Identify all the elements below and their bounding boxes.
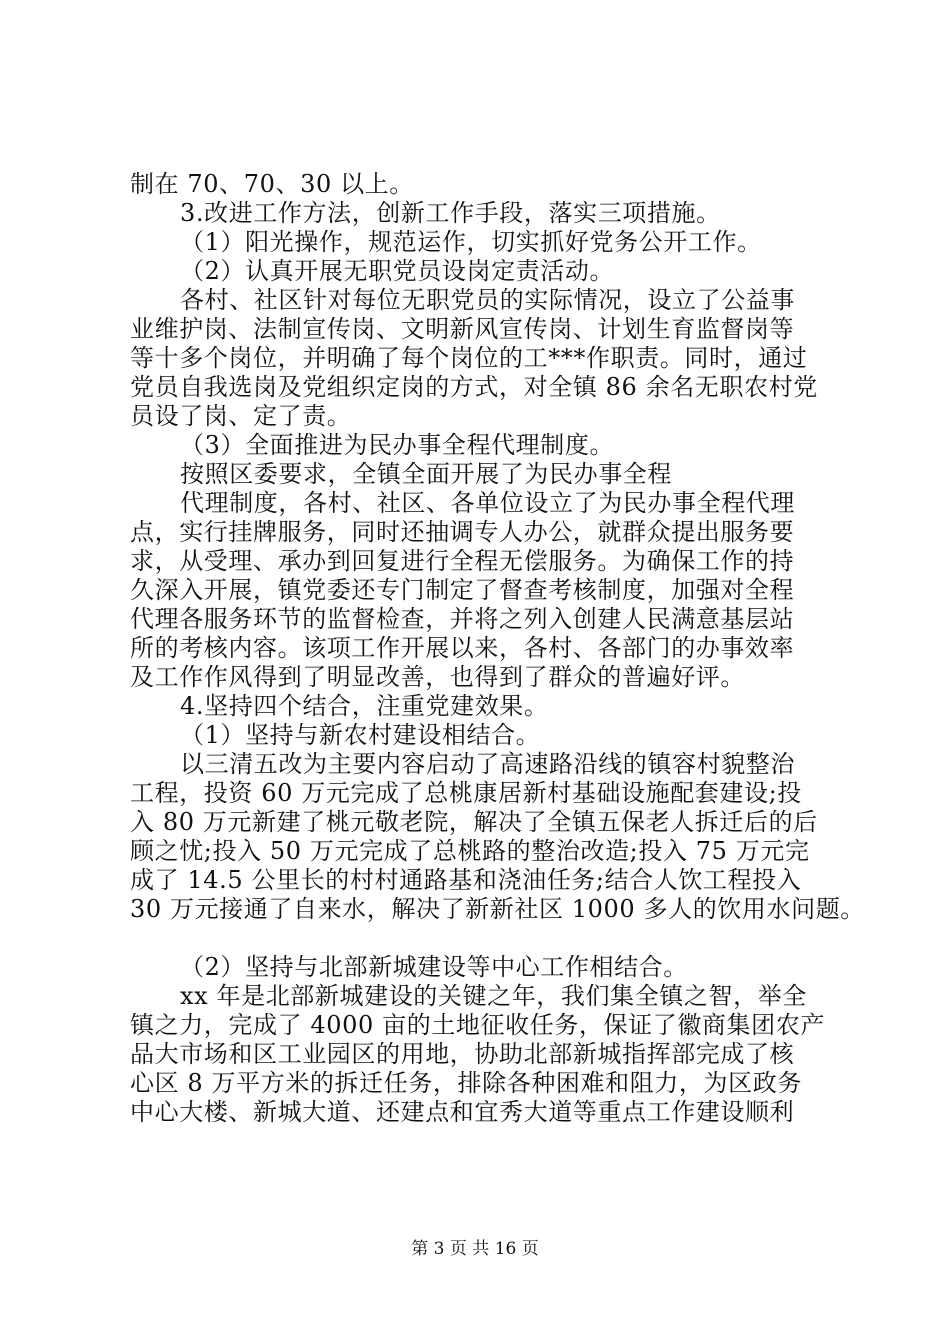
document-body: [130, 170, 865, 1127]
text-line: 顾之忧;投入 50 万元完成了总桃路的整治改造;投入 75 万元完: [130, 837, 810, 865]
text-line: 代理各服务环节的监督检查，并将之列入创建人民满意基层站: [130, 605, 795, 633]
text-line: 所的考核内容。该项工作开展以来，各村、各部门的办事效率: [130, 634, 795, 662]
text-line: 4.坚持四个结合，注重党建效果。: [180, 692, 549, 720]
text-line: 镇之力，完成了 4000 亩的土地征收任务，保证了徽商集团农产: [130, 1011, 825, 1039]
text-line: （2）坚持与北部新城建设等中心工作相结合。: [180, 953, 688, 981]
text-line: 成了 14.5 公里长的村村通路基和浇油任务;结合人饮工程投入: [130, 866, 802, 894]
text-line: 心区 8 万平方米的拆迁任务，排除各种困难和阻力，为区政务: [130, 1069, 802, 1097]
text-line: 3.改进工作方法，创新工作手段，落实三项措施。: [180, 199, 721, 227]
text-line: 30 万元接通了自来水，解决了新新社区 1000 多人的饮用水问题。: [130, 895, 865, 923]
text-line: 久深入开展，镇党委还专门制定了督查考核制度，加强对全程: [130, 576, 795, 604]
text-line: 入 80 万元新建了桃元敬老院，解决了全镇五保老人拆迁后的后: [130, 808, 818, 836]
text-line: （3）全面推进为民办事全程代理制度。: [180, 431, 615, 459]
text-line: 工程，投资 60 万元完成了总桃康居新村基础设施配套建设;投: [130, 779, 802, 807]
text-line: 制在 70、70、30 以上。: [130, 170, 414, 198]
text-line: 品大市场和区工业园区的用地，协助北部新城指挥部完成了核: [130, 1040, 795, 1068]
text-line: 点，实行挂牌服务，同时还抽调专人办公，就群众提出服务要: [130, 518, 795, 546]
text-line: xx 年是北部新城建设的关键之年，我们集全镇之智，举全: [180, 982, 807, 1010]
text-line: 党员自我选岗及党组织定岗的方式，对全镇 86 余名无职农村党: [130, 373, 818, 401]
text-line: 业维护岗、法制宣传岗、文明新风宣传岗、计划生育监督岗等: [130, 315, 795, 343]
text-line: （1）阳光操作，规范运作，切实抓好党务公开工作。: [180, 228, 762, 256]
text-line: 员设了岗、定了责。: [130, 402, 352, 430]
text-line: （1）坚持与新农村建设相结合。: [180, 721, 541, 749]
text-line: 中心大楼、新城大道、还建点和宜秀大道等重点工作建设顺利: [130, 1098, 795, 1126]
text-line: 各村、社区针对每位无职党员的实际情况，设立了公益事: [180, 286, 795, 314]
text-line: 及工作作风得到了明显改善，也得到了群众的普遍好评。: [130, 663, 745, 691]
page-number-footer: 第 3 页 共 16 页: [411, 1239, 539, 1259]
blank-line: [130, 924, 830, 953]
text-line: 代理制度，各村、社区、各单位设立了为民办事全程代理: [180, 489, 795, 517]
text-line: 求，从受理、承办到回复进行全程无偿服务。为确保工作的持: [130, 547, 795, 575]
text-line: 以三清五改为主要内容启动了高速路沿线的镇容村貌整治: [180, 750, 795, 778]
text-line: 按照区委要求，全镇全面开展了为民办事全程: [180, 460, 672, 488]
text-line: 等十多个岗位，并明确了每个岗位的工***作职责。同时，通过: [130, 344, 808, 372]
text-line: （2）认真开展无职党员设岗定责活动。: [180, 257, 615, 285]
